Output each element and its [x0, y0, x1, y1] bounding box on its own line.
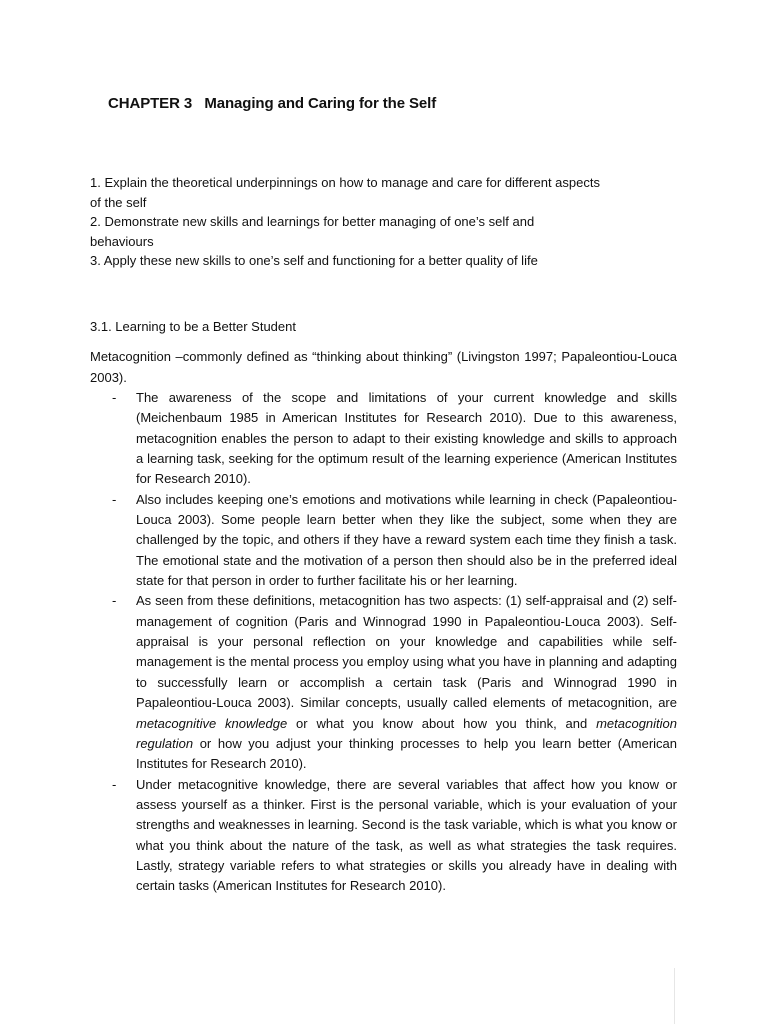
bullet-marker: -: [112, 776, 117, 792]
chapter-title: CHAPTER 3 Managing and Caring for the Self: [108, 95, 437, 112]
learning-objectives: [90, 173, 600, 271]
intro-paragraph: Metacognition –commonly defined as “thinking about thinking” (Livingston 1997; Papaleontiou-Louca 2003).: [90, 349, 677, 385]
bullet-item: [90, 490, 677, 592]
bullet-marker: -: [112, 593, 117, 609]
bullet-text: or what you know about how you think, and: [287, 715, 597, 731]
page-edge-line: [674, 968, 675, 1024]
bullet-item: [90, 775, 677, 897]
italic-term: metacognitive knowledge: [136, 715, 288, 731]
italic-term: metacognition regulation: [136, 715, 678, 751]
bullet-text: Under metacognitive knowledge, there are several variables that affect how you know or assess yourself as a thinker. First is the personal variable, which is your evaluation of your strengths and weaknesses in learning. Second is the task variable, which is what you know or what you think about the nature of the task, as well as what strategies the task requires. Lastly, strategy variable refers to what strategies or skills you already have in dealing with certain tasks (American Institutes for Research 2010).: [136, 776, 677, 894]
bullet-marker: -: [112, 491, 117, 507]
bullet-text: The awareness of the scope and limitations of your current knowledge and skills (Meichenbaum 1985 in American Institutes for Research 2010). Due to this awareness, metacognition enables the person to adapt to their existing knowledge and skills to approach a learning task, seeking for the optimum result of the learning experience (American Institutes for Research 2010).: [136, 390, 677, 487]
objective-item: 1. Explain the theoretical underpinnings on how to manage and care for different aspects of the self: [90, 175, 600, 210]
bullet-text: or how you adjust your thinking processes to help you learn better (American Institutes for Research 2010).: [136, 735, 677, 772]
bullet-marker: -: [112, 390, 117, 405]
bullet-text: Also includes keeping one’s emotions and motivations while learning in check (Papaleontiou-Louca 2003). Some people learn better when they like the subject, some when they are challenged by the topic, and others if they have a reward system each time they finish a task. The emotional state and the motivation of a person then should also be in the preferred ideal state for that person in order to further facilitate his or her learning.: [136, 491, 677, 589]
bullet-item: [90, 591, 677, 774]
bullet-list: [90, 388, 677, 897]
bullet-text: As seen from these definitions, metacognition has two aspects: (1) self-appraisal and (2) self-management of cognition (Paris and Winnograd 1990 in Papaleontiou-Louca 2003). Self-appraisal is your personal reflection on your knowledge and capabilities while self-management is the mental process you employ using what you have in planning and adapting to successfully learn or accomplish a certain task (Paris and Winnograd 1990 in Papaleontiou-Louca 2003). Similar concepts, usually called elements of metacognition, are: [136, 593, 677, 711]
bullet-item: [90, 388, 677, 490]
objective-item: 3. Apply these new skills to one’s self and functioning for a better quality of life: [90, 253, 538, 268]
objective-item: 2. Demonstrate new skills and learnings for better managing of one’s self and behaviours: [90, 214, 535, 249]
section-heading: 3.1. Learning to be a Better Student: [90, 319, 296, 334]
